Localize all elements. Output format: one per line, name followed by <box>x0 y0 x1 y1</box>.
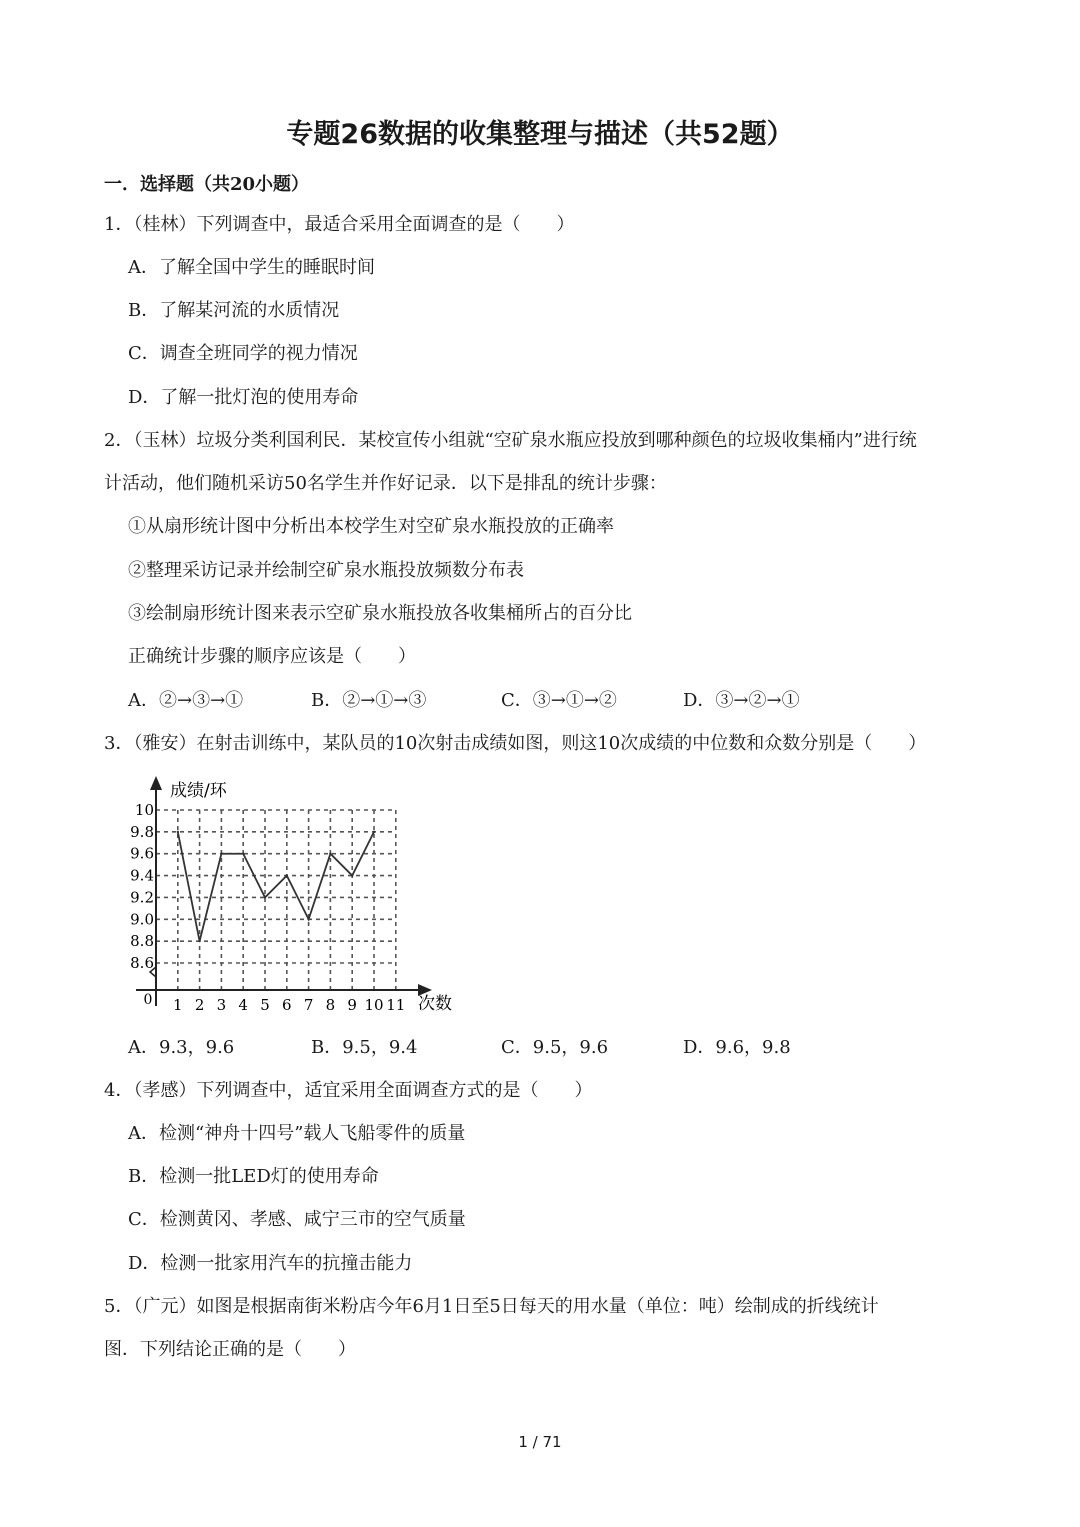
score-point <box>307 918 309 920</box>
question-2-option-b: B．②→①→③ <box>311 690 427 711</box>
score-point <box>373 831 375 833</box>
question-2-option-c: C．③→①→② <box>501 690 617 711</box>
y-axis-label: 成绩/环 <box>170 781 227 801</box>
y-tick-label: 9.0 <box>130 910 154 929</box>
question-3-option-c: C．9.5，9.6 <box>501 1037 609 1058</box>
x-tick-label: 1 <box>173 996 183 1014</box>
x-tick-labels <box>173 996 405 1014</box>
x-tick-label: 3 <box>216 996 227 1014</box>
page-title: 专题26数据的收集整理与描述（共52题） <box>286 119 794 150</box>
question-1-option-a: A．了解全国中学生的睡眠时间 <box>128 257 375 278</box>
score-point <box>220 853 222 855</box>
question-1-option-b: B．了解某河流的水质情况 <box>128 300 340 321</box>
question-2-ask: 正确统计步骤的顺序应该是（ ） <box>128 646 416 667</box>
x-tick-label: 4 <box>238 996 248 1014</box>
x-tick-label: 11 <box>386 996 406 1014</box>
y-tick-labels <box>130 801 154 972</box>
x-tick-label: 5 <box>260 996 270 1014</box>
page-number: 1 / 71 <box>518 1433 562 1451</box>
question-4-option-a: A．检测“神舟十四号”载人飞船零件的质量 <box>128 1123 466 1144</box>
score-point <box>242 853 244 855</box>
x-axis-label: 次数 <box>418 994 452 1014</box>
x-tick-label: 9 <box>347 996 357 1014</box>
score-point <box>351 874 353 876</box>
shooting-score-line-chart <box>126 772 466 1022</box>
question-2-stem-line-1: 2．（玉林）垃圾分类利国利民．某校宣传小组就“空矿泉水瓶应投放到哪种颜色的垃圾收集桶内”进行统 <box>104 430 917 451</box>
question-2-stem-line-2: 计活动，他们随机采访50名学生并作好记录．以下是排乱的统计步骤： <box>104 473 667 494</box>
y-tick-label: 9.8 <box>130 822 154 841</box>
question-1-option-d: D．了解一批灯泡的使用寿命 <box>128 387 359 408</box>
question-4-option-d: D．检测一批家用汽车的抗撞击能力 <box>128 1253 413 1274</box>
question-4-option-c: C．检测黄冈、孝感、咸宁三市的空气质量 <box>128 1209 466 1230</box>
question-1-stem: 1．（桂林）下列调查中，最适合采用全面调查的是（ ） <box>104 214 575 235</box>
x-tick-label: 8 <box>325 996 336 1014</box>
question-2-step-1: ①从扇形统计图中分析出本校学生对空矿泉水瓶投放的正确率 <box>128 516 614 537</box>
y-tick-label: 9.6 <box>130 844 154 863</box>
question-3-stem: 3．（雅安）在射击训练中，某队员的10次射击成绩如图，则这10次成绩的中位数和众数分别是（ ） <box>104 733 927 754</box>
y-tick-label: 8.8 <box>130 932 154 951</box>
score-point <box>264 896 266 898</box>
section-heading: 一．选择题（共20小题） <box>104 174 310 195</box>
question-2-step-2: ②整理采访记录并绘制空矿泉水瓶投放频数分布表 <box>128 560 524 581</box>
question-3-option-b: B．9.5，9.4 <box>311 1037 418 1058</box>
score-point <box>329 853 331 855</box>
x-tick-label: 10 <box>364 996 384 1014</box>
question-1-option-c: C．调查全班同学的视力情况 <box>128 343 358 364</box>
score-line <box>178 832 374 941</box>
question-2-option-a: A．②→③→① <box>128 690 244 711</box>
question-3-option-a: A．9.3，9.6 <box>128 1037 235 1058</box>
y-tick-label: 10 <box>134 801 154 819</box>
x-tick-label: 2 <box>194 996 205 1014</box>
score-series <box>177 831 376 943</box>
y-tick-label: 9.2 <box>130 888 154 907</box>
question-5-stem-line-2: 图．下列结论正确的是（ ） <box>104 1339 356 1360</box>
x-tick-label: 7 <box>303 996 314 1014</box>
question-4-option-b: B．检测一批LED灯的使用寿命 <box>128 1166 379 1187</box>
score-point <box>177 831 179 833</box>
y-tick-label: 8.6 <box>130 954 154 972</box>
score-point <box>286 874 288 876</box>
y-axis-arrow <box>150 776 162 790</box>
question-5-stem-line-1: 5．（广元）如图是根据南街米粉店今年6月1日至5日每天的用水量（单位：吨）绘制成的折线统计 <box>104 1296 879 1317</box>
question-4-stem: 4．（孝感）下列调查中，适宜采用全面调查方式的是（ ） <box>104 1080 593 1101</box>
question-2-option-d: D．③→②→① <box>683 690 800 711</box>
x-tick-label: 6 <box>282 996 292 1014</box>
origin-label: 0 <box>143 992 153 1008</box>
score-point <box>198 940 200 942</box>
question-2-step-3: ③绘制扇形统计图来表示空矿泉水瓶投放各收集桶所占的百分比 <box>128 603 632 624</box>
y-tick-label: 9.4 <box>130 866 154 885</box>
question-3-option-d: D．9.6，9.8 <box>683 1037 791 1058</box>
